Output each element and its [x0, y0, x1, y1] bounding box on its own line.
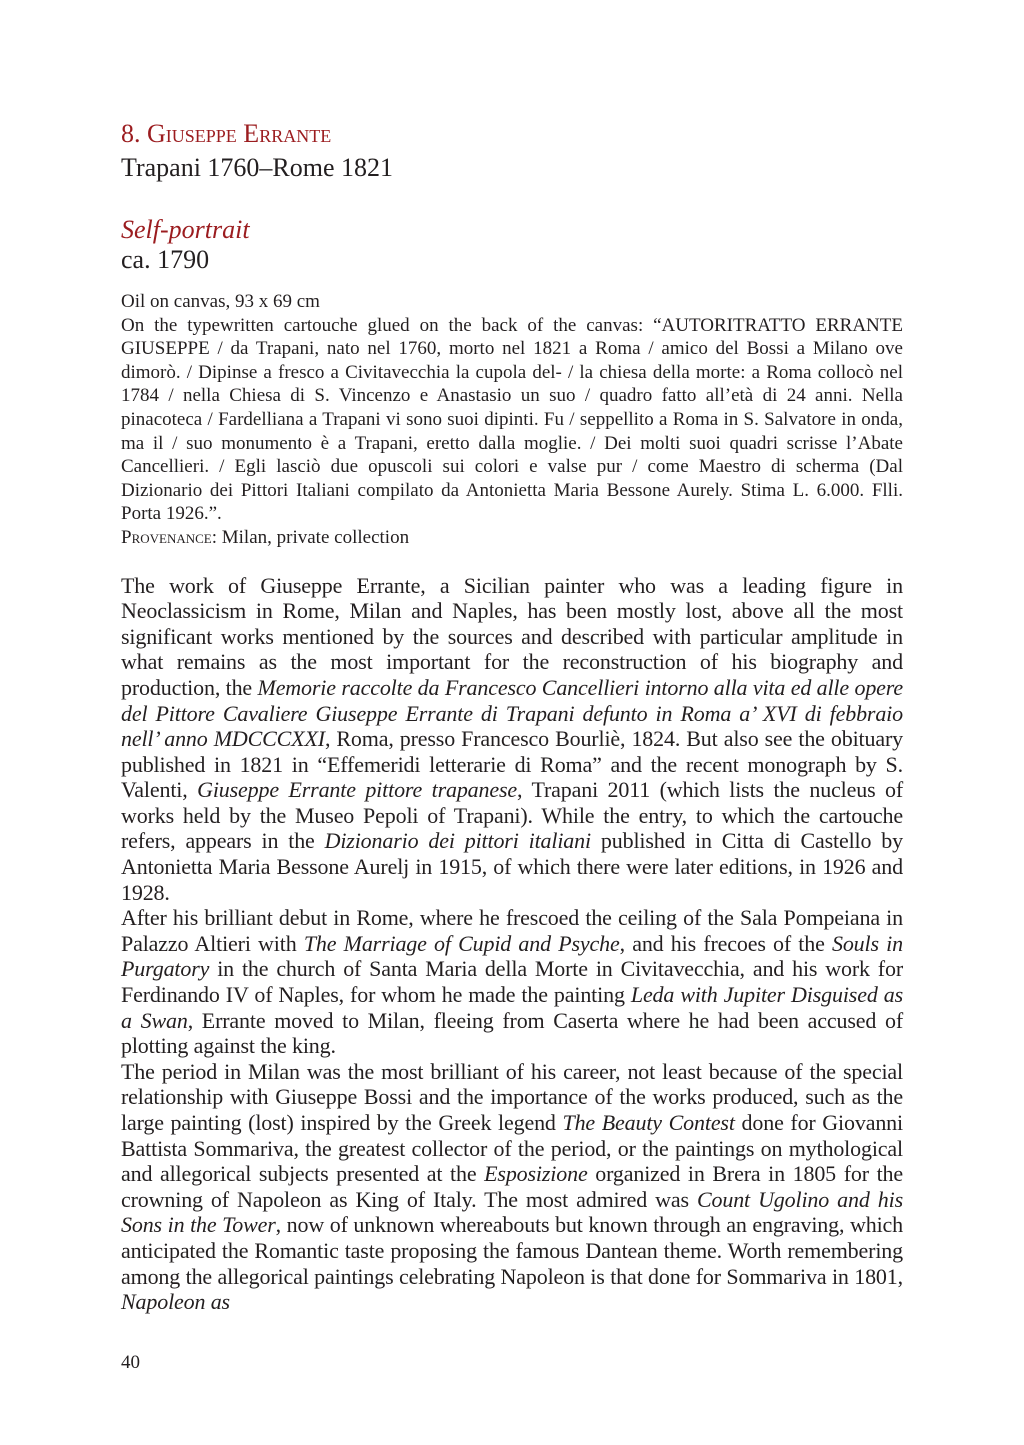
- artist-name: [147, 119, 331, 148]
- artist-first-initial: G: [147, 119, 166, 148]
- artist-first-rest: iuseppe: [165, 119, 237, 148]
- artist-last-initial: E: [243, 119, 260, 148]
- page-number: 40: [121, 1352, 140, 1373]
- text-run: The work of Giuseppe Errante, a Sicilian painter who was a leading figure in Neoclassicism in Rome, Milan and Naples, has been mostly lost, above all the most significant works mentioned by the sources and described with particular amplitude in what remains as the most important for the reconstruction of his biography and production, the: [121, 572, 903, 700]
- text-run: in the church of Santa Maria della Morte in Civitavecchia, and his work for Ferdinando IV of Naples, for whom he made the painting: [121, 956, 903, 1008]
- entry-number: 8.: [121, 119, 141, 148]
- italic-title: Napoleon as: [121, 1289, 230, 1315]
- artist-heading: [121, 118, 903, 150]
- artist-last-rest: rrante: [259, 119, 332, 148]
- italic-title: Count Ugolino and his Sons in the Tower: [121, 1186, 903, 1238]
- italic-title: Leda with Jupiter Disguised as a Swan: [121, 982, 903, 1033]
- essay-paragraph-2: [121, 905, 903, 1059]
- work-provenance: [121, 526, 903, 550]
- text-run: , Errante moved to Milan, fleeing from Caserta where he had been accused of plotting against the king.: [121, 1007, 903, 1059]
- text-run: organized in Brera in 1805 for the crowning of Napoleon as King of Italy. The most admired was: [121, 1161, 903, 1212]
- essay-paragraph-1: [121, 573, 903, 906]
- italic-title: The Beauty Contest: [562, 1110, 735, 1135]
- text-run: The period in Milan was the most brilliant of his career, not least because of the special relationship with Giuseppe Bossi and the importance of the works produced, such as the large painting (lost) inspired by the Greek legend: [121, 1058, 903, 1135]
- work-inscription: On the typewritten cartouche glued on the back of the canvas: “AUTORITRATTO ERRANTE GIUSEPPE / da Trapani, nato nel 1760, morto nel 1821 a Roma / amico del Bossi a Milano ove dimorò. / Dipinse a fresco a Civitavecchia la cupola del- / la chiesa della morte: a Roma collocò nel 1784 / nella Chiesa di S. Vincenzo e Anastasio un suo / quadro fatto all’età di 24 anni. Nella pinacoteca / Fardelliana a Trapani vi sono suoi dipinti. Fu / seppellito a Roma in S. Salvatore in onda, ma il / suo monumento è a Trapani, eretto dalla moglie. / Dei molti suoi quadri scrisse l’Abate Cancellieri. / Egli lasciò due opuscoli sui colori e valse pur / come Maestro di scherma (Dal Dizionario dei Pittori Italiani compilato da Antonietta Maria Bessone Aurely. Stima L. 6.000. Flli. Porta 1926.”.: [121, 314, 903, 525]
- text-run: , Trapani 2011 (which lists the nucleus of works held by the Museo Pepoli of Trapani). While the entry, to which the cartouche refers, appears in the: [121, 777, 904, 854]
- text-run: After his brilliant debut in Rome, where he frescoed the ceiling of the Sala Pompeiana in Palazzo Altieri with: [121, 905, 903, 956]
- provenance-label: Provenance: [121, 526, 212, 548]
- italic-title: Souls in Purgatory: [121, 930, 903, 982]
- italic-title: Dizionario dei pittori italiani: [324, 828, 591, 854]
- work-details: [121, 290, 903, 550]
- text-run: published in Citta di Castello by Antonietta Maria Bessone Aurelj in 1915, of which there were later editions, in 1926 and 1928.: [121, 828, 903, 905]
- catalogue-entry: [121, 118, 903, 1315]
- work-title: Self-portrait: [121, 215, 250, 244]
- work-medium: Oil on canvas, 93 x 69 cm: [121, 291, 320, 312]
- essay-text: [121, 573, 903, 1315]
- work-date: ca. 1790: [121, 245, 210, 274]
- text-run: , and his frecoes of the: [619, 930, 832, 956]
- essay-paragraph-3: [121, 1059, 903, 1315]
- italic-title: Esposizione: [484, 1161, 588, 1187]
- artist-dates: Trapani 1760–Rome 1821: [121, 153, 394, 182]
- italic-title: Memorie raccolte da Francesco Cancellieri intorno alla vita ed alle opere del Pittore Cavaliere Giuseppe Errante di Trapani defunto in Roma a’ XVI di febbraio nell’ anno MDCCCXXI: [121, 674, 903, 752]
- text-run: , Roma, presso Francesco Bourliè, 1824. But also see the obituary published in 1821 in “Effemeridi letterarie di Roma” and the recent monograph by S. Valenti,: [121, 726, 903, 803]
- text-run: , now of unknown whereabouts but known through an engraving, which anticipated the Romantic taste proposing the famous Dantean theme. Worth remembering among the allegorical paintings celebrating Napoleon is that done for Sommariva in 1801,: [121, 1212, 904, 1289]
- italic-title: Giuseppe Errante pittore trapanese: [197, 777, 518, 803]
- italic-title: The Marriage of Cupid and Psyche: [303, 930, 620, 956]
- text-run: done for Giovanni Battista Sommariva, the greatest collector of the period, or the paintings on mythological and allegorical subjects presented at the: [121, 1110, 903, 1187]
- provenance-value: : Milan, private collection: [211, 526, 410, 548]
